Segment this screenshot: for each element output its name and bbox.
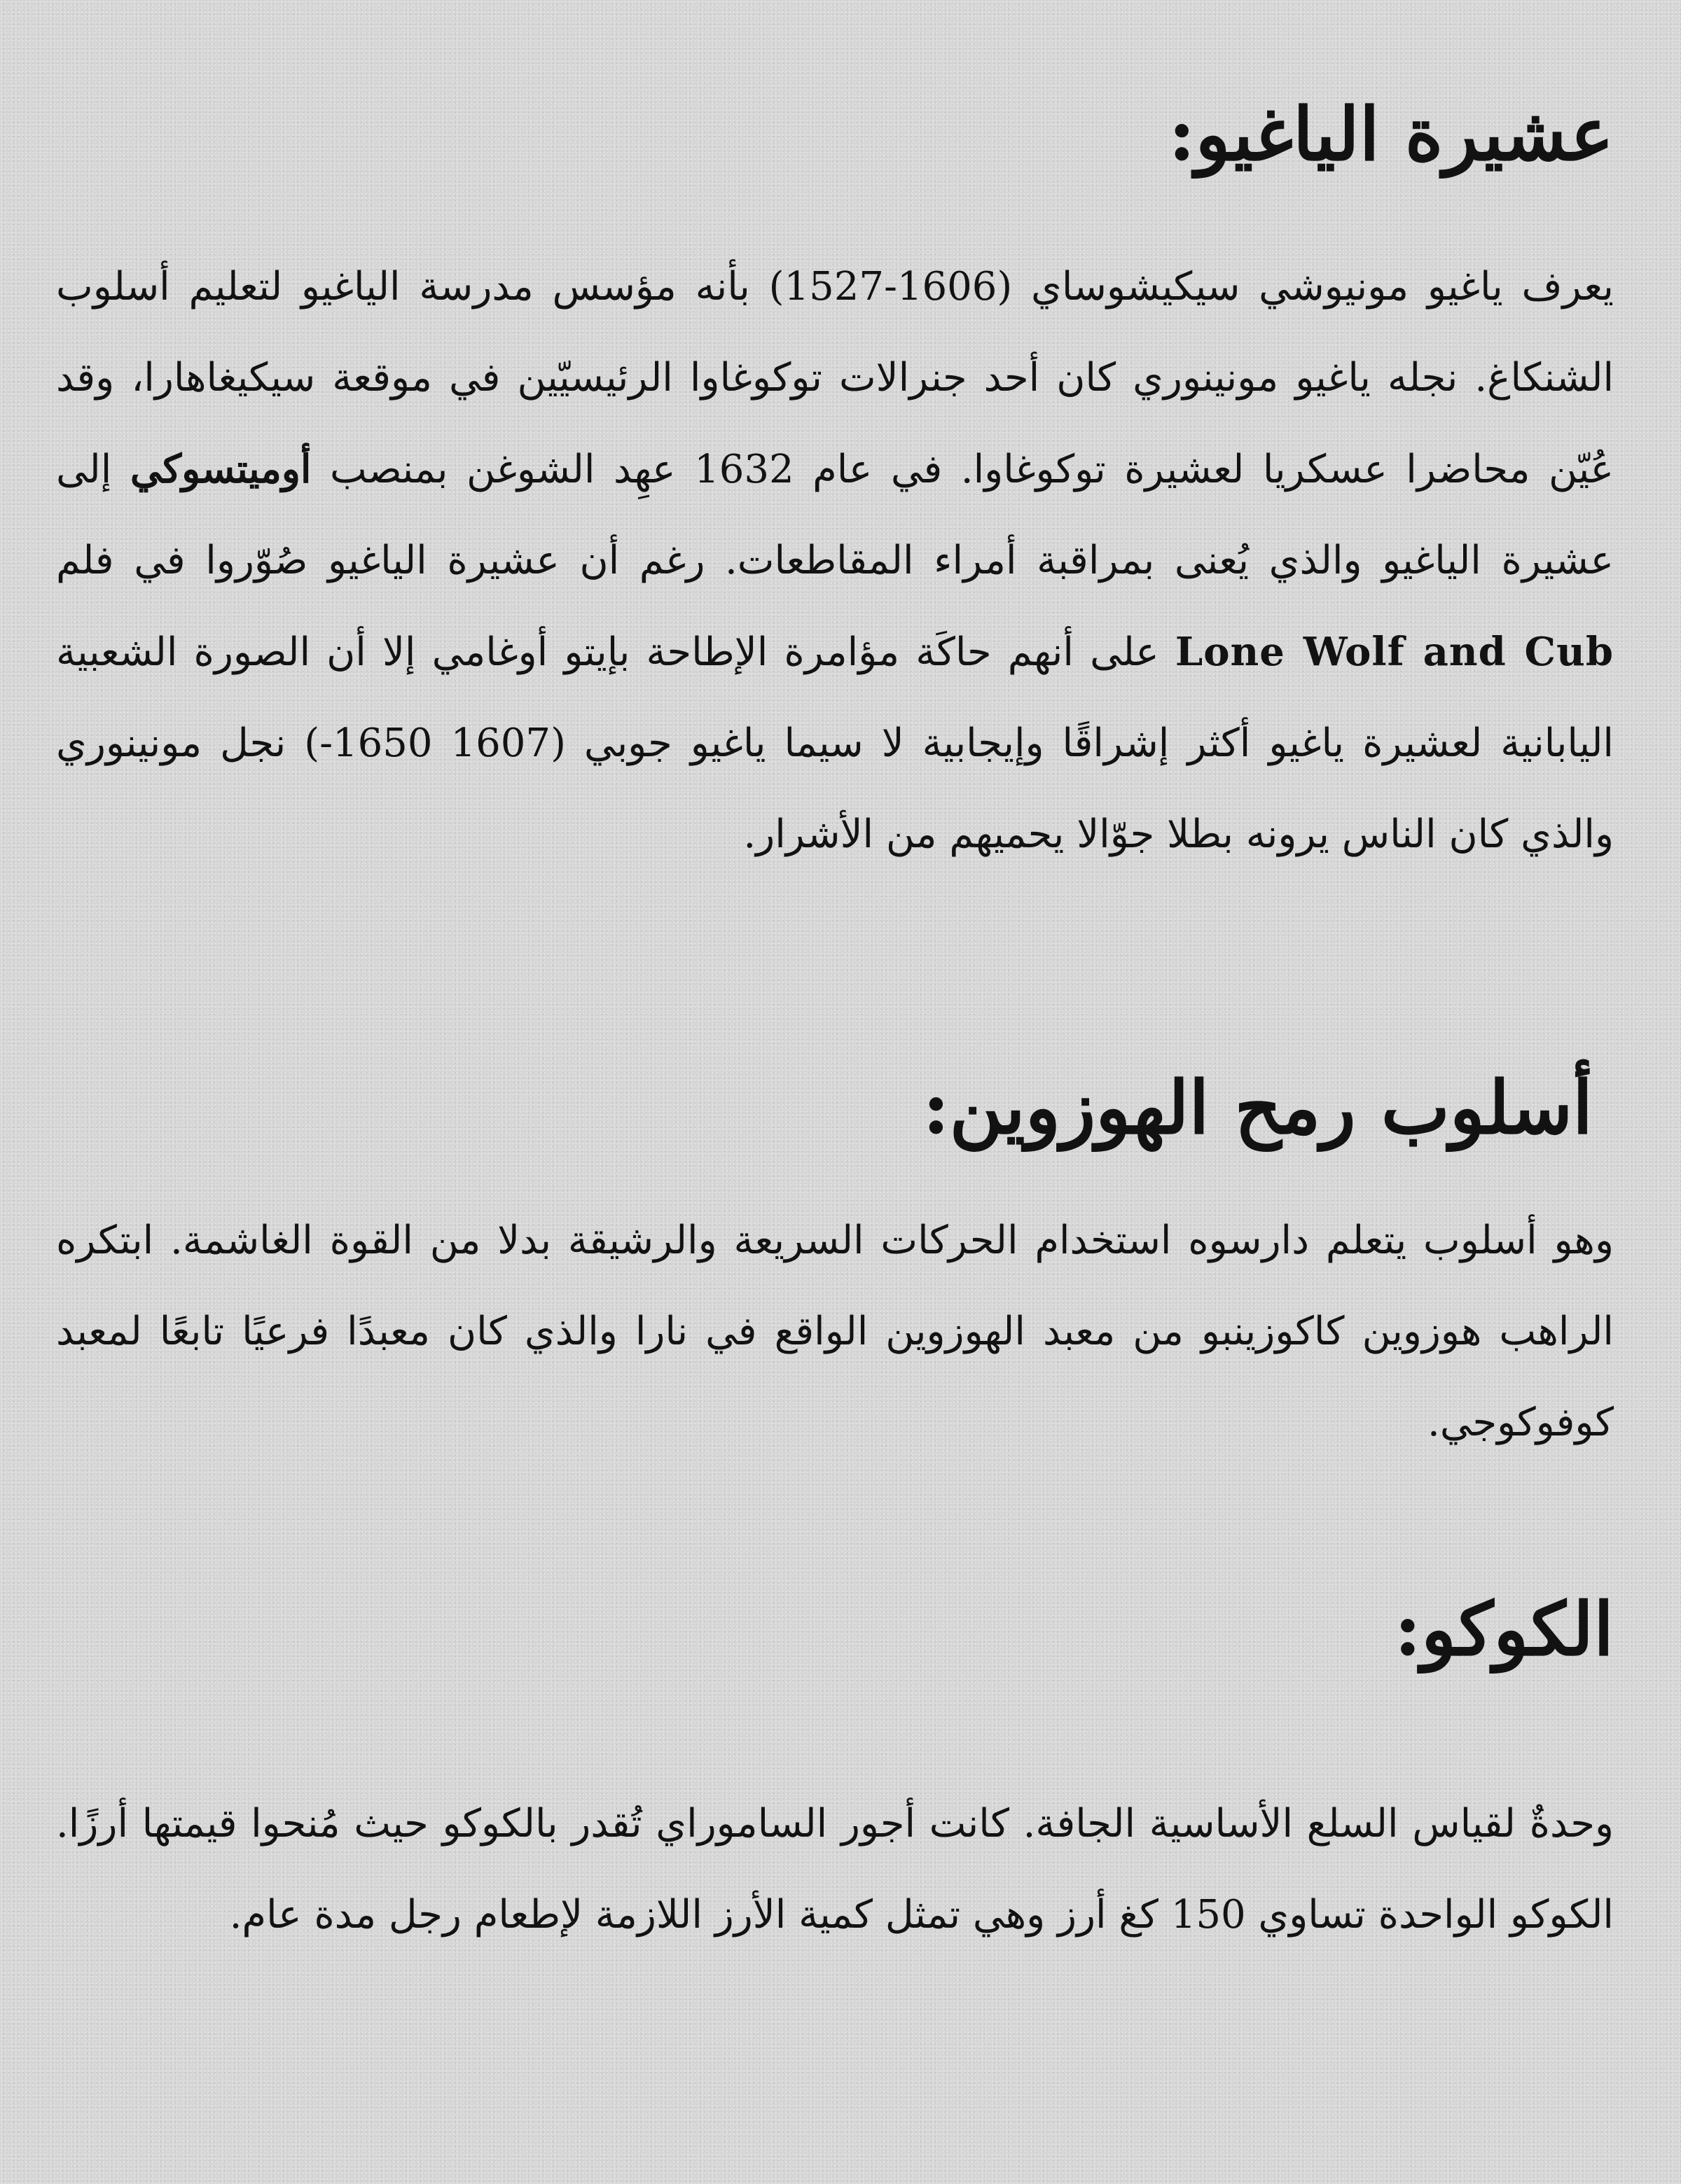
paragraph-text: إلى عشيرة الياغيو والذي يُعنى بمراقبة أمراء المقاطعات. رغم أن عشيرة الياغيو صُوّروا في فلم [56, 446, 1614, 583]
section-yagyu-clan [56, 91, 1614, 880]
paragraph-text: على أنهم حاكَة مؤامرة الإطاحة بإيتو أوغامي إلا أن الصورة الشعبية اليابانية لعشيرة ياغيو أكثر إشراقًا وإيجابية لا سيما ياغيو جوبي (1607 1650-) نجل مونينوري والذي كان الناس يرونه بطلا جوّالا يحميهم من الأشرار. [56, 629, 1614, 857]
section-paragraph: وحدةٌ لقياس السلع الأساسية الجافة. كانت أجور الساموراي تُقدر بالكوكو حيث مُنحوا قيمتها أرزًا. الكوكو الواحدة تساوي 150 كغ أرز وهي تمثل كمية الأرز اللازمة لإطعام رجل مدة عام. [56, 1800, 1614, 1938]
section-koku [56, 1586, 1614, 1961]
section-heading: الكوكو: [1394, 1586, 1614, 1672]
film-title: Lone Wolf and Cub [1175, 628, 1614, 675]
paragraph-text: يعرف ياغيو مونيوشي سيكيشوساي (1606-1527) بأنه مؤسس مدرسة الياغيو لتعليم أسلوب الشنكاغ. نجله ياغيو مونينوري كان أحد جنرالات توكوغاوا الرئيسيّين في موقعة سيكيغاهارا، وقد عُيّن محاضرا عسكريا لعشيرة توكوغاوا. في عام 1632 عهِد الشوغن بمنصب [56, 263, 1614, 492]
bold-term: أوميتسوكي [130, 445, 312, 492]
section-paragraph: وهو أسلوب يتعلم دارسوه استخدام الحركات السريعة والرشيقة بدلا من القوة الغاشمة. ابتكره الراهب هوزوين كاكوزينبو من معبد الهوزوين الواقع في نارا والذي كان معبدًا فرعيًا تابعًا لمعبد كوفوكوجي. [56, 1217, 1614, 1445]
section-heading: عشيرة الياغيو: [1168, 91, 1614, 177]
section-paragraph [56, 242, 1614, 880]
section-hozoin-spear [56, 1064, 1614, 1468]
section-heading: أسلوب رمح الهوزوين: [922, 1064, 1593, 1150]
